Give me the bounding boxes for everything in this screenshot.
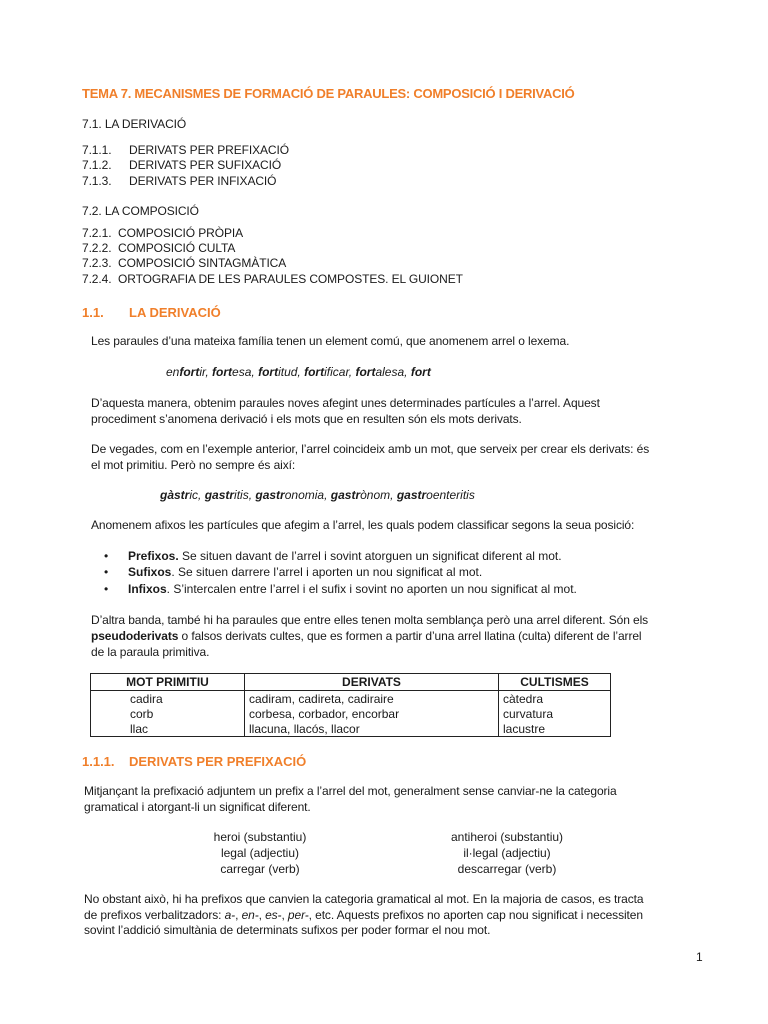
example-root: gastr: [330, 488, 361, 502]
section-heading: [82, 305, 221, 320]
paragraph-line: de la paraula primitiva.: [91, 645, 210, 659]
paragraph-line: No obstant això, hi ha prefixos que canvien la categoria gramatical al mot. En la majoria de casos, es tracta: [84, 892, 644, 906]
bullet-item: [104, 549, 562, 563]
table-cell: llac: [91, 721, 245, 737]
table-header: MOT PRIMITIU: [91, 674, 245, 691]
toc-item-number: 7.2.1.: [82, 226, 112, 240]
table-cell: llacuna, llacós, llacor: [245, 721, 499, 737]
derivatives-table: [90, 673, 611, 737]
table-row: [91, 706, 611, 721]
example-suffix: oenteritis: [426, 488, 475, 502]
paragraph-line: De vegades, com en l’exemple anterior, l’arrel coincideix amb un mot, que serveix per crear els derivats: és: [91, 442, 650, 456]
toc-composicio-heading: 7.2. LA COMPOSICIÓ: [82, 204, 199, 218]
example-word: carregar (verb): [220, 862, 300, 876]
section-title: LA DERIVACIÓ: [129, 305, 221, 320]
table-row: [91, 691, 611, 707]
table-cell: cadira: [91, 691, 245, 707]
example-list-right: [447, 829, 567, 877]
example-root: gastr: [396, 488, 427, 502]
example-root: fort: [304, 365, 325, 379]
example-root: fort: [258, 365, 279, 379]
toc-item: [82, 256, 286, 270]
paragraph-text: o falsos derivats cultes, que es formen a partir d’una arrel llatina (culta) diferent de l’arrel: [178, 629, 642, 643]
section-number: 1.1.1.: [82, 754, 115, 769]
paragraph: [84, 783, 617, 815]
example-suffix: onomia,: [284, 488, 328, 502]
example-root: gàstr: [160, 488, 190, 502]
bullet-icon: •: [104, 549, 109, 563]
example-word: antiheroi (substantiu): [450, 830, 564, 844]
paragraph: Les paraules d’una mateixa família tenen un element comú, que anomenem arrel o lexema.: [91, 334, 570, 348]
example-prefix: en: [166, 365, 180, 379]
example-suffix: itis,: [234, 488, 253, 502]
bullet-icon: •: [104, 582, 109, 596]
example-word: heroi (substantiu): [213, 830, 307, 844]
toc-item: [82, 241, 235, 255]
paragraph-text: de prefixos verbalitzadors:: [84, 907, 225, 922]
example-suffix: ic,: [189, 488, 202, 502]
prefix: per-: [287, 907, 309, 922]
example-suffix: itud,: [278, 365, 301, 379]
paragraph-line: gramatical i atorgant-li un significat diferent.: [84, 800, 311, 814]
example-suffix: ir,: [199, 365, 209, 379]
example-suffix: ònom,: [360, 488, 394, 502]
document-title: TEMA 7. MECANISMES DE FORMACIÓ DE PARAULES: COMPOSICIÓ I DERIVACIÓ: [82, 86, 575, 101]
prefix: a-: [224, 907, 236, 922]
paragraph-line: el mot primitiu. Però no sempre és així:: [91, 458, 296, 472]
paragraph-line: [91, 628, 648, 644]
bullet-text: . Se situen darrere l’arrel i aporten un nou significat al mot.: [171, 565, 483, 579]
example-gastr: [160, 488, 475, 502]
prefix: es-: [265, 907, 282, 922]
example-suffix: esa,: [232, 365, 255, 379]
example-root: fort: [179, 365, 200, 379]
toc-item-label: COMPOSICIÓ CULTA: [118, 241, 236, 255]
bullet-icon: •: [104, 565, 109, 579]
table-row: [91, 721, 611, 737]
table-cell: corb: [91, 706, 245, 721]
example-suffix: ificar,: [324, 365, 353, 379]
example-root: fort: [410, 365, 431, 379]
bullet-term: Prefixos.: [128, 549, 179, 563]
bullet-text: . S’intercalen entre l’arrel i el sufix i sovint no aporten un nou significat al mot.: [166, 582, 577, 596]
example-fort: [166, 365, 431, 379]
example-root: fort: [212, 365, 233, 379]
paragraph: [91, 395, 600, 427]
paragraph-line: de prefixos verbalitzadors: a-, en-, es-, per-, etc. Aquests prefixos no aporten cap nou significat i necessiten: [84, 907, 643, 922]
example-word: descarregar (verb): [457, 862, 557, 876]
toc-item-number: 7.1.3.: [82, 174, 112, 188]
toc-item: [82, 226, 243, 240]
page-number: 1: [696, 950, 703, 964]
toc-item-label: DERIVATS PER INFIXACIÓ: [129, 174, 277, 188]
prefix: en-: [241, 907, 259, 922]
toc-item-label: ORTOGRAFIA DE LES PARAULES COMPOSTES. EL GUIONET: [118, 272, 463, 286]
example-word: il·legal (adjectiu): [463, 846, 551, 860]
table-header: CULTISMES: [499, 674, 611, 691]
example-suffix: alesa,: [375, 365, 408, 379]
bullet-term: Infixos: [128, 582, 167, 596]
paragraph: [91, 441, 649, 473]
table-cell: lacustre: [499, 721, 611, 737]
toc-item: [82, 272, 463, 286]
table-header: DERIVATS: [245, 674, 499, 691]
toc-derivacio-heading: 7.1. LA DERIVACIÓ: [82, 117, 187, 131]
toc-item: [82, 174, 276, 188]
table-cell: corbesa, corbador, encorbar: [245, 706, 499, 721]
paragraph-text: , etc. Aquests prefixos no aporten cap nou significat i necessiten: [308, 907, 643, 922]
bullet-item: [104, 565, 483, 579]
toc-item: [82, 158, 281, 172]
table-header-row: [91, 674, 611, 691]
section-heading: [82, 754, 306, 769]
paragraph-line: D’altra banda, també hi ha paraules que entre elles tenen molta semblança però una arrel diferent. Són els: [91, 613, 649, 627]
paragraph-term: pseudoderivats: [91, 629, 179, 643]
paragraph: Anomenem afixos les partícules que afegim a l’arrel, les quals podem classificar segons la seua posició:: [91, 518, 635, 532]
paragraph-line: procediment s’anomena derivació i els mots que en resulten són els mots derivats.: [91, 412, 522, 426]
paragraph: [91, 612, 648, 660]
table-cell: curvatura: [499, 706, 611, 721]
toc-item: [82, 143, 289, 157]
example-root: gastr: [204, 488, 235, 502]
bullet-term: Sufixos: [128, 565, 172, 579]
toc-item-number: 7.1.1.: [82, 143, 112, 157]
paragraph-line: Mitjançant la prefixació adjuntem un prefix a l’arrel del mot, generalment sense canviar-ne la categoria: [84, 784, 617, 798]
example-list-left: [200, 829, 320, 877]
toc-item-label: COMPOSICIÓ PRÒPIA: [118, 226, 243, 240]
toc-item-number: 7.2.2.: [82, 241, 112, 255]
example-root: fort: [355, 365, 376, 379]
paragraph-line: sovint l’addició simultània de determinats sufixos per poder formar el nou mot.: [84, 923, 491, 937]
toc-item-number: 7.2.3.: [82, 256, 112, 270]
example-word: legal (adjectiu): [220, 846, 300, 860]
paragraph: [84, 892, 643, 939]
bullet-text: Se situen davant de l’arrel i sovint atorguen un significat diferent al mot.: [178, 549, 562, 563]
table-cell: cadiram, cadireta, cadiraire: [245, 691, 499, 707]
toc-item-number: 7.1.2.: [82, 158, 112, 172]
section-title: DERIVATS PER PREFIXACIÓ: [129, 754, 307, 769]
section-number: 1.1.: [82, 305, 104, 320]
bullet-item: [104, 582, 577, 596]
example-root: gastr: [255, 488, 285, 502]
toc-item-label: DERIVATS PER PREFIXACIÓ: [129, 143, 289, 157]
paragraph-line: D’aquesta manera, obtenim paraules noves afegint unes determinades partícules a l’arrel. Aquest: [91, 396, 600, 410]
toc-item-label: COMPOSICIÓ SINTAGMÀTICA: [118, 256, 287, 270]
toc-item-label: DERIVATS PER SUFIXACIÓ: [129, 158, 282, 172]
table-cell: càtedra: [499, 691, 611, 707]
toc-item-number: 7.2.4.: [82, 272, 112, 286]
